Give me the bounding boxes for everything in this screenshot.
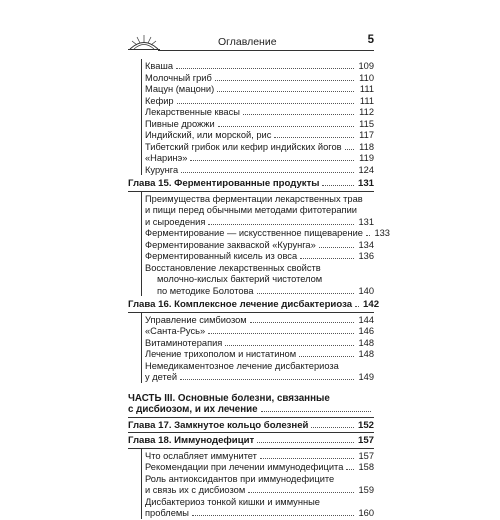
dot-leader bbox=[257, 293, 354, 294]
toc-entry-text: Кваша bbox=[145, 61, 174, 71]
running-header bbox=[128, 34, 374, 52]
toc-page-number: 111 bbox=[359, 84, 374, 94]
dot-leader bbox=[218, 126, 354, 127]
toc-page-number: 142 bbox=[363, 299, 380, 310]
toc-entry[interactable] bbox=[128, 96, 374, 108]
toc-entry-text: Восстановление лекарственных свойств bbox=[145, 262, 321, 273]
toc-entry-text: Роль антиоксидантов при иммунодефиците bbox=[145, 473, 335, 484]
toc-entry[interactable] bbox=[128, 194, 374, 229]
dot-leader bbox=[311, 427, 354, 428]
toc-entry-text: проблемы bbox=[145, 508, 189, 518]
toc-entry-text: Дисбактериоз тонкой кишки и иммунные bbox=[145, 496, 320, 507]
toc-chapter[interactable] bbox=[128, 420, 374, 434]
dot-leader bbox=[366, 235, 370, 236]
toc-entry[interactable] bbox=[128, 165, 374, 177]
toc-page-number: 144 bbox=[358, 314, 374, 325]
dot-leader bbox=[181, 172, 354, 173]
toc-page-number: 148 bbox=[358, 337, 374, 348]
toc-entry-text: Витаминотерапия bbox=[145, 337, 223, 348]
dot-leader bbox=[190, 160, 354, 161]
toc-entry-text: Кефир bbox=[145, 95, 174, 106]
toc-entry-text: с дисбиозом, и их лечение bbox=[128, 404, 258, 415]
toc-entry[interactable] bbox=[128, 263, 374, 298]
dot-leader bbox=[208, 333, 354, 334]
toc-entry-text: Курунга bbox=[145, 164, 179, 175]
toc-entry[interactable] bbox=[128, 73, 374, 85]
toc-entry-text: Пивные дрожжи bbox=[145, 118, 215, 129]
toc-page-number: 109 bbox=[358, 61, 374, 71]
toc-part[interactable] bbox=[128, 393, 374, 418]
toc-entry[interactable] bbox=[128, 142, 374, 154]
toc-entry-text: Что ослабляет иммунитет bbox=[145, 450, 257, 461]
dot-leader bbox=[274, 137, 354, 138]
toc-page-number: 110 bbox=[359, 72, 374, 83]
toc-entry-text: Лечение трихополом и нистатином bbox=[145, 349, 297, 359]
toc-entry-text: Ферментирование — искусственное пищеварение bbox=[145, 228, 363, 238]
toc-page-number: 146 bbox=[358, 326, 374, 336]
toc-entry-text: «Санта-Русь» bbox=[145, 326, 206, 336]
toc-page-number: 140 bbox=[358, 285, 374, 296]
dot-leader bbox=[346, 469, 354, 470]
toc-entry[interactable] bbox=[128, 107, 374, 119]
toc-entry[interactable] bbox=[128, 61, 374, 73]
toc-page-number: 118 bbox=[359, 141, 374, 152]
toc-entry-text: Глава 18. Иммунодефицит bbox=[128, 435, 255, 446]
header-rule bbox=[158, 50, 374, 51]
dot-leader bbox=[217, 91, 354, 92]
toc-entry[interactable] bbox=[128, 153, 374, 165]
toc-chapter[interactable] bbox=[128, 435, 374, 449]
toc-entry[interactable] bbox=[128, 84, 374, 96]
dot-leader bbox=[299, 356, 354, 357]
toc-page-number: 117 bbox=[359, 130, 374, 140]
toc-entry[interactable] bbox=[128, 326, 374, 338]
page-number: 5 bbox=[367, 34, 374, 46]
toc-entry-text: Ферментирование закваской «Курунга» bbox=[145, 239, 316, 250]
toc-page-number: 160 bbox=[358, 508, 374, 518]
toc-page-number: 124 bbox=[358, 164, 374, 175]
toc-entry-text: Немедикаментозное лечение дисбактериоза bbox=[145, 360, 339, 371]
dot-leader bbox=[322, 185, 354, 186]
toc-entry[interactable] bbox=[128, 474, 374, 497]
toc-entry-text: Рекомендации при лечении иммунодефицита bbox=[145, 462, 344, 472]
toc-entry[interactable] bbox=[128, 349, 374, 361]
dot-leader bbox=[261, 411, 371, 412]
toc-entry[interactable] bbox=[128, 228, 390, 240]
dot-leader bbox=[345, 149, 354, 150]
toc-page-number: 157 bbox=[357, 435, 374, 446]
toc-entry[interactable] bbox=[128, 451, 374, 463]
dot-leader bbox=[192, 515, 354, 516]
toc-entry-text: «Наринэ» bbox=[145, 153, 188, 163]
toc-entry[interactable] bbox=[128, 251, 374, 263]
toc-page-number: 133 bbox=[374, 228, 390, 238]
toc-entry-text: Тибетский грибок или кефир индийских йогов bbox=[145, 141, 342, 152]
toc-entry-text: и пищи перед обычными методами фитотерапии bbox=[145, 205, 357, 215]
toc-page-number: 152 bbox=[357, 419, 374, 431]
dot-leader bbox=[176, 68, 354, 69]
table-of-contents bbox=[128, 61, 390, 520]
sunrise-ornament-icon bbox=[128, 34, 160, 50]
toc-entry-text: Глава 16. Комплексное лечение дисбактериоза bbox=[128, 299, 353, 310]
toc-page-number: 131 bbox=[357, 178, 374, 189]
toc-chapter[interactable] bbox=[128, 178, 374, 192]
toc-entry-text: Глава 17. Замкнутое кольцо болезней bbox=[128, 419, 309, 431]
toc-page-number: 134 bbox=[358, 239, 374, 250]
dot-leader bbox=[225, 345, 354, 346]
toc-entry[interactable] bbox=[128, 361, 374, 384]
toc-entry-text: молочно-кислых бактерий чистотелом bbox=[157, 274, 323, 284]
toc-entry[interactable] bbox=[128, 338, 374, 350]
toc-entry-text: по методике Болотова bbox=[157, 285, 254, 296]
toc-page-number: 111 bbox=[359, 95, 374, 106]
toc-entry-text: ЧАСТЬ III. Основные болезни, связанные bbox=[128, 392, 330, 404]
toc-entry-text: и сыроедения bbox=[145, 216, 206, 227]
toc-chapter[interactable] bbox=[128, 299, 380, 313]
toc-entry-text: Мацун (мацони) bbox=[145, 84, 215, 94]
toc-entry-text: Лекарственные квасы bbox=[145, 107, 240, 117]
toc-entry-text: Индийский, или морской, рис bbox=[145, 130, 272, 140]
toc-entry[interactable] bbox=[128, 315, 374, 327]
toc-page-number: 131 bbox=[358, 216, 374, 227]
toc-page-number: 115 bbox=[359, 118, 374, 129]
toc-page-number: 119 bbox=[359, 153, 374, 163]
toc-entry[interactable] bbox=[128, 240, 374, 252]
toc-entry-text: и связь их с дисбиозом bbox=[145, 485, 246, 495]
toc-entry-text: у детей bbox=[145, 372, 178, 382]
dot-leader bbox=[208, 224, 354, 225]
toc-entry[interactable] bbox=[128, 119, 374, 131]
toc-entry-text: Молочный гриб bbox=[145, 72, 212, 83]
toc-page-number: 158 bbox=[358, 462, 374, 472]
toc-page-number: 149 bbox=[358, 372, 374, 382]
dot-leader bbox=[180, 379, 354, 380]
toc-entry-text: Преимущества ферментации лекарственных трав bbox=[145, 193, 363, 204]
dot-leader bbox=[250, 322, 354, 323]
toc-page-number: 136 bbox=[358, 251, 374, 261]
dot-leader bbox=[355, 306, 359, 307]
toc-entry-text: Управление симбиозом bbox=[145, 314, 247, 325]
dot-leader bbox=[248, 492, 354, 493]
dot-leader bbox=[300, 258, 354, 259]
dot-leader bbox=[260, 458, 354, 459]
toc-page-number: 148 bbox=[358, 349, 374, 359]
toc-entry-text: Глава 15. Ферментированные продукты bbox=[128, 178, 320, 189]
toc-page-number: 157 bbox=[358, 450, 374, 461]
dot-leader bbox=[319, 247, 354, 248]
dot-leader bbox=[177, 103, 354, 104]
dot-leader bbox=[243, 114, 354, 115]
dot-leader bbox=[257, 442, 354, 443]
running-header-title: Оглавление bbox=[218, 36, 277, 48]
toc-entry[interactable] bbox=[128, 130, 374, 142]
toc-entry[interactable] bbox=[128, 462, 374, 474]
toc-page-number: 112 bbox=[359, 107, 374, 117]
toc-page-number: 159 bbox=[358, 485, 374, 495]
dot-leader bbox=[215, 80, 354, 81]
toc-entry-text: Ферментированный кисель из овса bbox=[145, 251, 298, 261]
